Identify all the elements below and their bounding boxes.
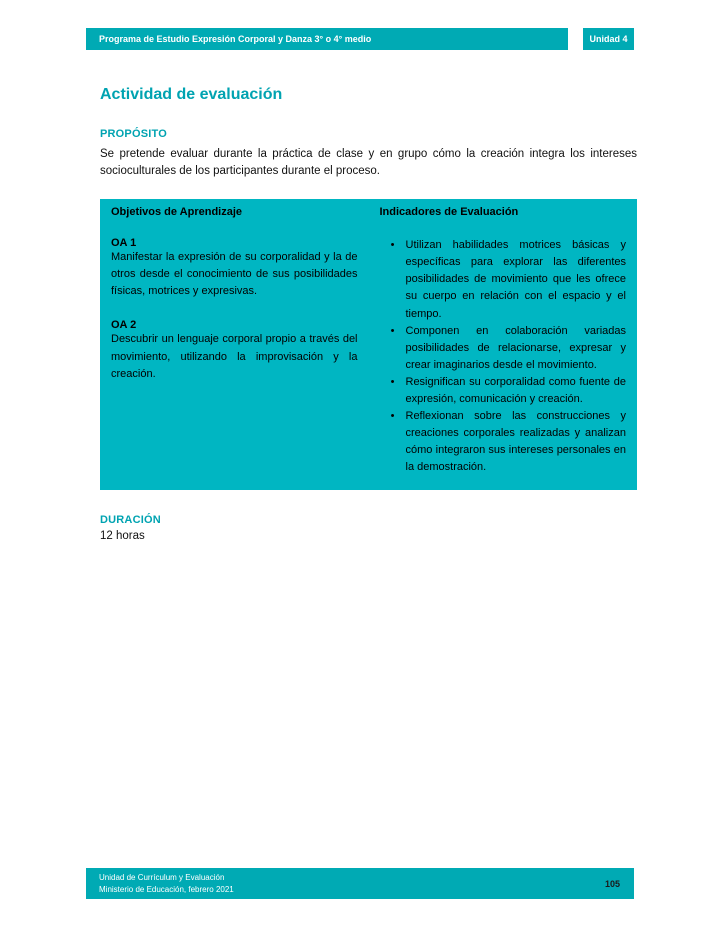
- indicator-item: [380, 408, 627, 476]
- footer-line1: Unidad de Currículum y Evaluación: [99, 872, 225, 882]
- indicator-item: [380, 374, 627, 408]
- page-number: 105: [604, 878, 620, 889]
- bullet-icon: •: [390, 409, 395, 422]
- indicator-list: [380, 237, 627, 476]
- proposito-heading: PROPÓSITO: [100, 128, 167, 140]
- objective-oa1-text: Manifestar la expresión de su corporalidad y la de otros desde el conocimiento de sus posibilidades físicas, motrices y expresivas.: [111, 251, 358, 298]
- indicator-item: [380, 237, 627, 322]
- page-title: Actividad de evaluación: [100, 86, 283, 103]
- indicator-item: [380, 323, 627, 374]
- bullet-icon: •: [390, 324, 395, 337]
- bullet-icon: •: [390, 375, 395, 388]
- objective-oa2-text: Descubrir un lenguaje corporal propio a través del movimiento, utilizando la improvisación y la creación.: [111, 333, 358, 380]
- duracion-heading: DURACIÓN: [100, 514, 161, 526]
- indicator-text: Componen en colaboración variadas posibilidades de relacionarse, expresar y crear imaginarios desde el movimiento.: [405, 324, 626, 371]
- main-content: [100, 0, 637, 542]
- footer-line2: Ministerio de Educación, febrero 2021: [99, 884, 234, 894]
- objective-oa2-label: OA 2: [111, 319, 137, 332]
- indicator-text: Resignifican su corporalidad como fuente de expresión, comunicación y creación.: [405, 375, 626, 405]
- indicator-text: Utilizan habilidades motrices básicas y específicas para explorar las diferentes posibilidades de movimiento que les ofrece su cuerpo en relación con el espacio y el tiempo.: [405, 239, 626, 320]
- unit-badge-label: Unidad 4: [589, 34, 628, 44]
- duracion-text: 12 horas: [100, 530, 145, 542]
- header-title: Programa de Estudio Expresión Corporal y Danza 3° o 4° medio: [99, 34, 372, 44]
- objective-oa2: [111, 319, 358, 382]
- objectives-indicators-table: [100, 199, 637, 490]
- objective-oa1: [111, 237, 358, 300]
- objectives-column: [100, 199, 369, 490]
- objectives-column-header: Objetivos de Aprendizaje: [111, 206, 243, 219]
- footer-credits: [99, 872, 234, 896]
- indicators-column-header: Indicadores de Evaluación: [379, 206, 519, 219]
- proposito-text: Se pretende evaluar durante la práctica de clase y en grupo cómo la creación integra los intereses socioculturales de los participantes durante el proceso.: [100, 148, 637, 177]
- page-footer: [86, 868, 634, 899]
- indicators-column: [369, 199, 638, 490]
- bullet-icon: •: [390, 239, 395, 252]
- indicator-text: Reflexionan sobre las construcciones y creaciones corporales realizadas y analizan cómo integraron sus intereses personales en la demostración.: [405, 409, 626, 473]
- objective-oa1-label: OA 1: [111, 237, 137, 250]
